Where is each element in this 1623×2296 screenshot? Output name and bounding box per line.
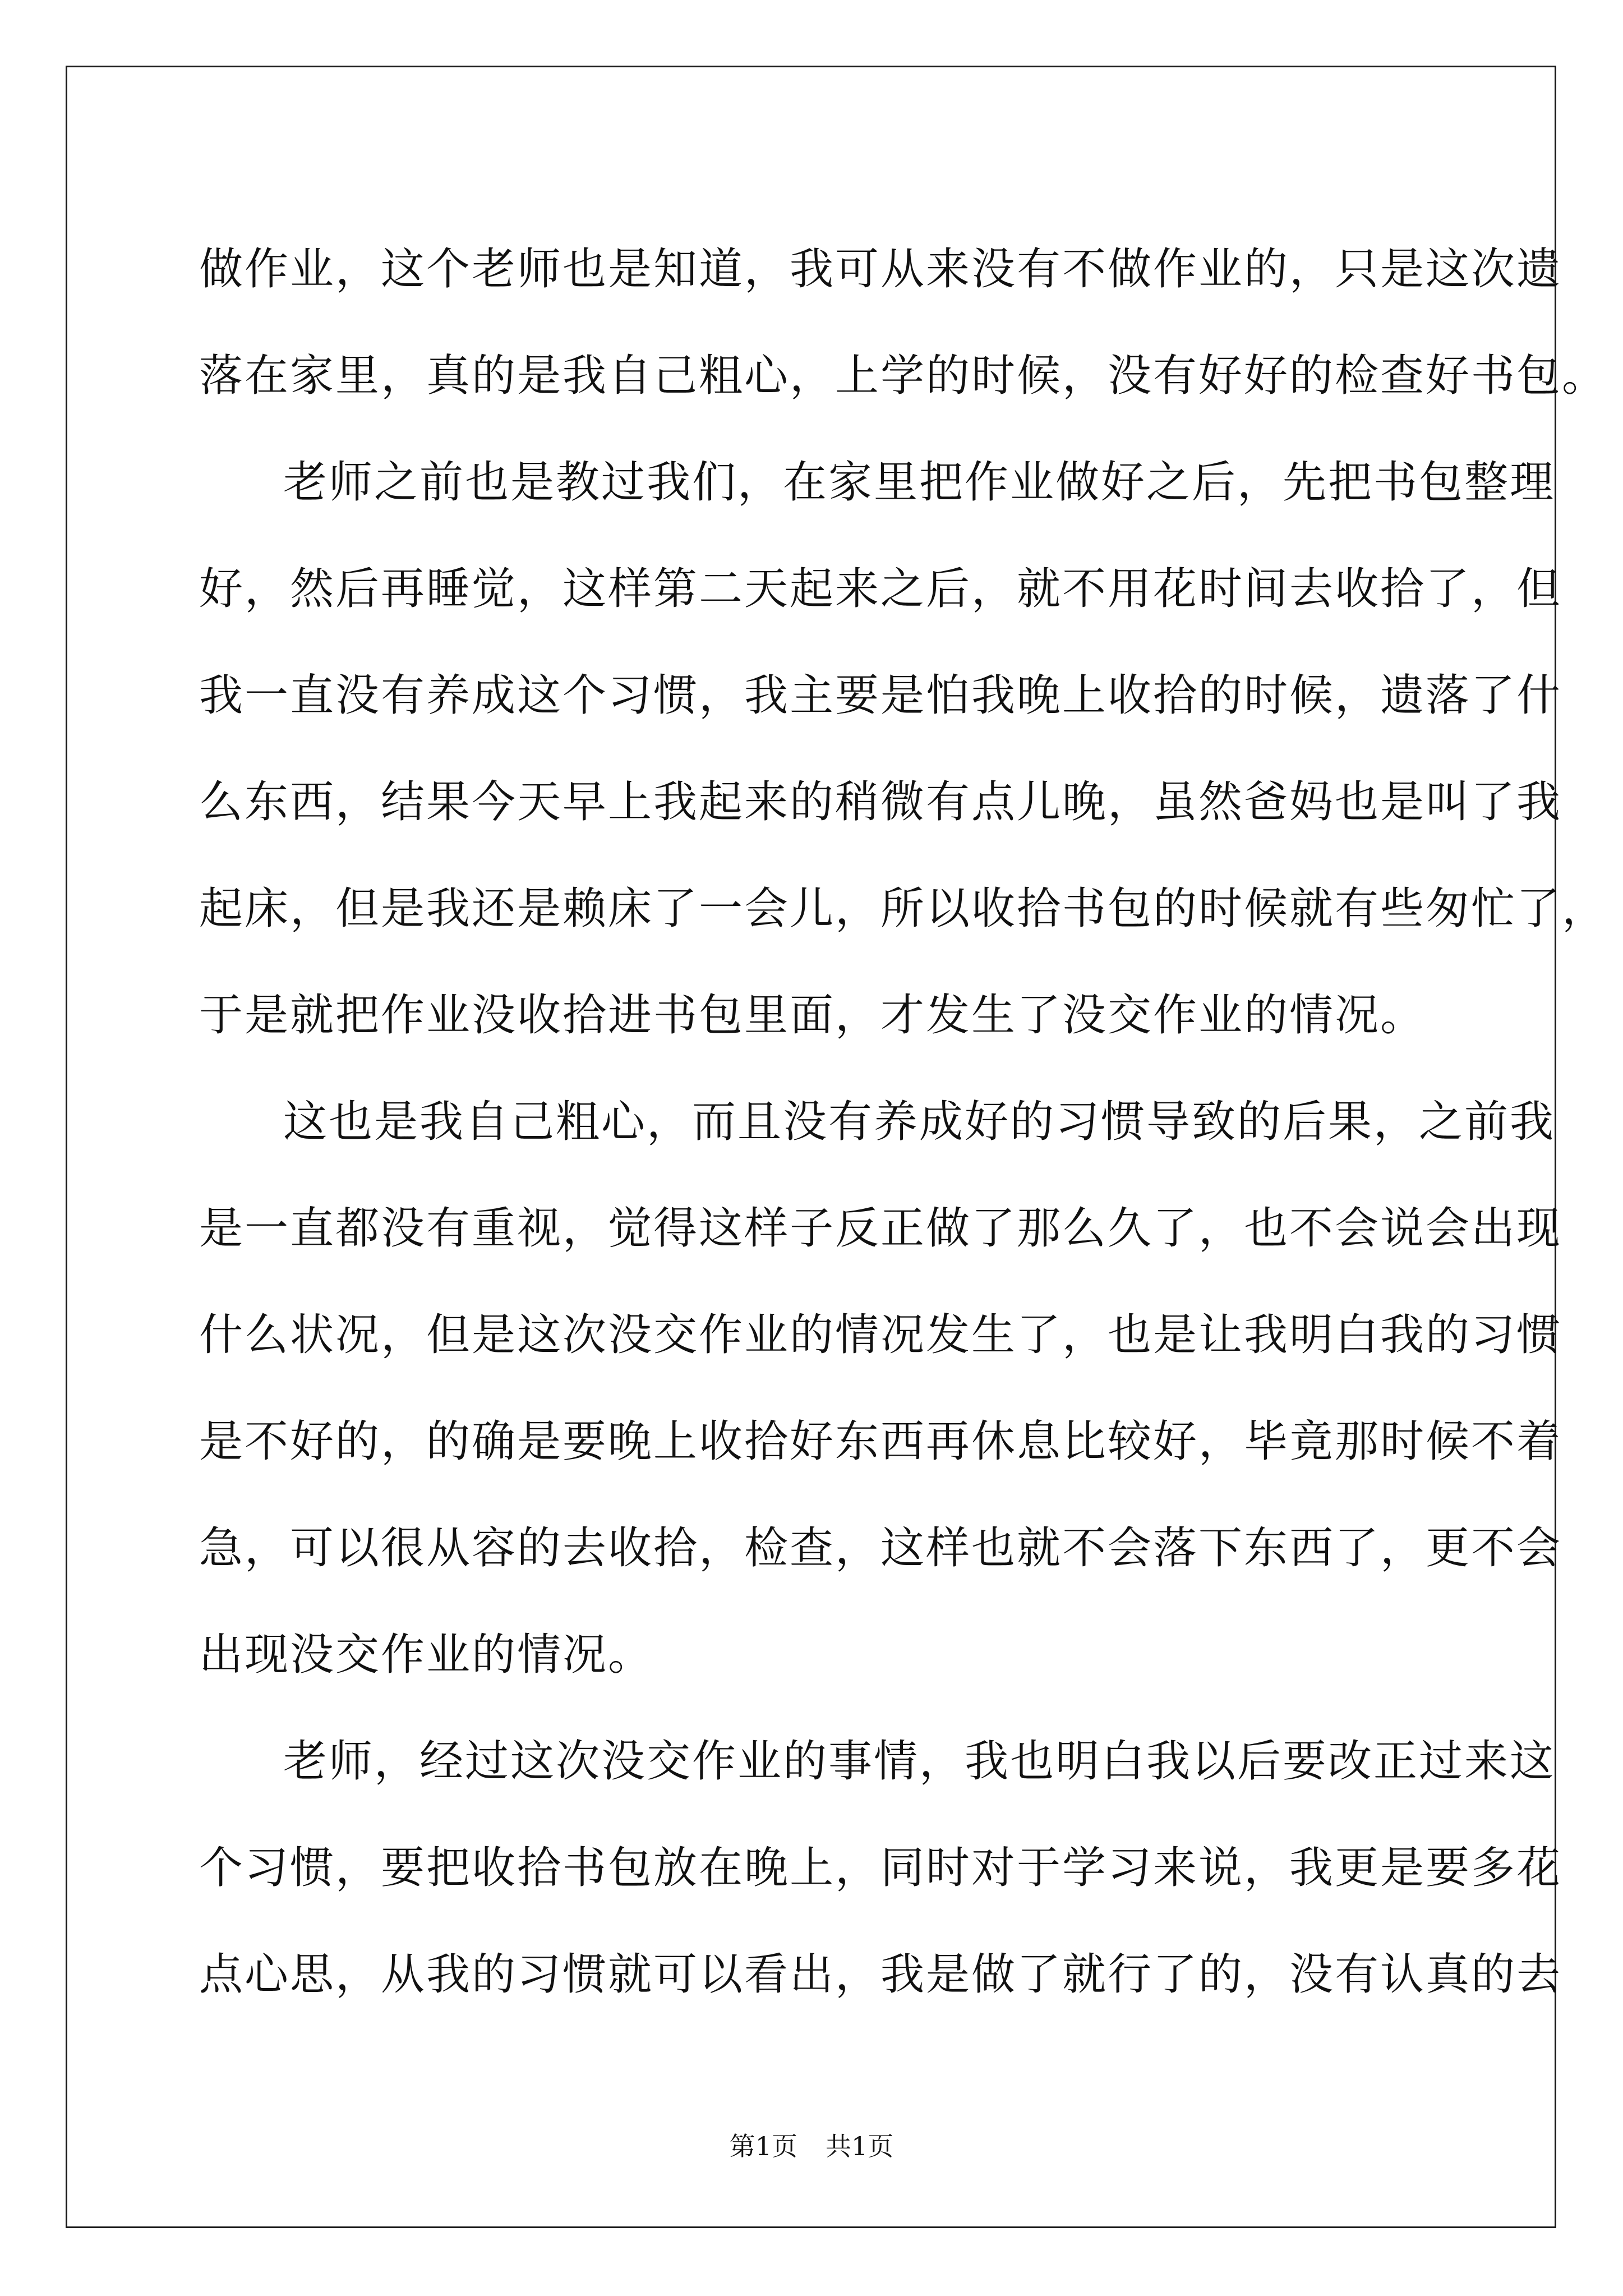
paragraph-start-line: 这也是我自己粗心，而且没有养成好的习惯导致的后果，之前我 <box>283 1097 1556 1147</box>
total-pages: 共1页 <box>826 2131 894 2161</box>
document-body <box>199 216 1608 2028</box>
page-footer <box>0 2126 1623 2163</box>
text-line: 起床，但是我还是赖床了一会儿，所以收拾书包的时候就有些匆忙了， <box>199 884 1608 934</box>
text-line: 是不好的，的确是要晚上收拾好东西再休息比较好，毕竟那时候不着 <box>199 1416 1562 1467</box>
text-line: 么东西，结果今天早上我起来的稍微有点儿晚，虽然爸妈也是叫了我 <box>199 777 1562 827</box>
text-line: 做作业，这个老师也是知道，我可从来没有不做作业的，只是这次遗 <box>199 244 1562 295</box>
text-line: 急，可以很从容的去收拾，检查，这样也就不会落下东西了，更不会 <box>199 1523 1562 1573</box>
text-line: 点心思，从我的习惯就可以看出，我是做了就行了的，没有认真的去 <box>199 1949 1562 2000</box>
text-line: 于是就把作业没收拾进书包里面，才发生了没交作业的情况。 <box>199 990 1426 1041</box>
text-line: 好，然后再睡觉，这样第二天起来之后，就不用花时间去收拾了，但 <box>199 564 1562 614</box>
text-line: 个习惯，要把收拾书包放在晚上，同时对于学习来说，我更是要多花 <box>199 1843 1562 1893</box>
paragraph-start-line: 老师，经过这次没交作业的事情，我也明白我以后要改正过来这 <box>283 1736 1556 1787</box>
text-line: 什么状况，但是这次没交作业的情况发生了，也是让我明白我的习惯 <box>199 1310 1562 1360</box>
text-line: 我一直没有养成这个习惯，我主要是怕我晚上收拾的时候，遗落了什 <box>199 670 1562 721</box>
text-line: 是一直都没有重视，觉得这样子反正做了那么久了，也不会说会出现 <box>199 1203 1562 1254</box>
page-number: 第1页 <box>729 2131 797 2161</box>
text-line: 出现没交作业的情况。 <box>199 1630 654 1680</box>
paragraph-start-line: 老师之前也是教过我们，在家里把作业做好之后，先把书包整理 <box>283 457 1556 508</box>
text-line: 落在家里，真的是我自己粗心，上学的时候，没有好好的检查好书包。 <box>199 351 1608 401</box>
